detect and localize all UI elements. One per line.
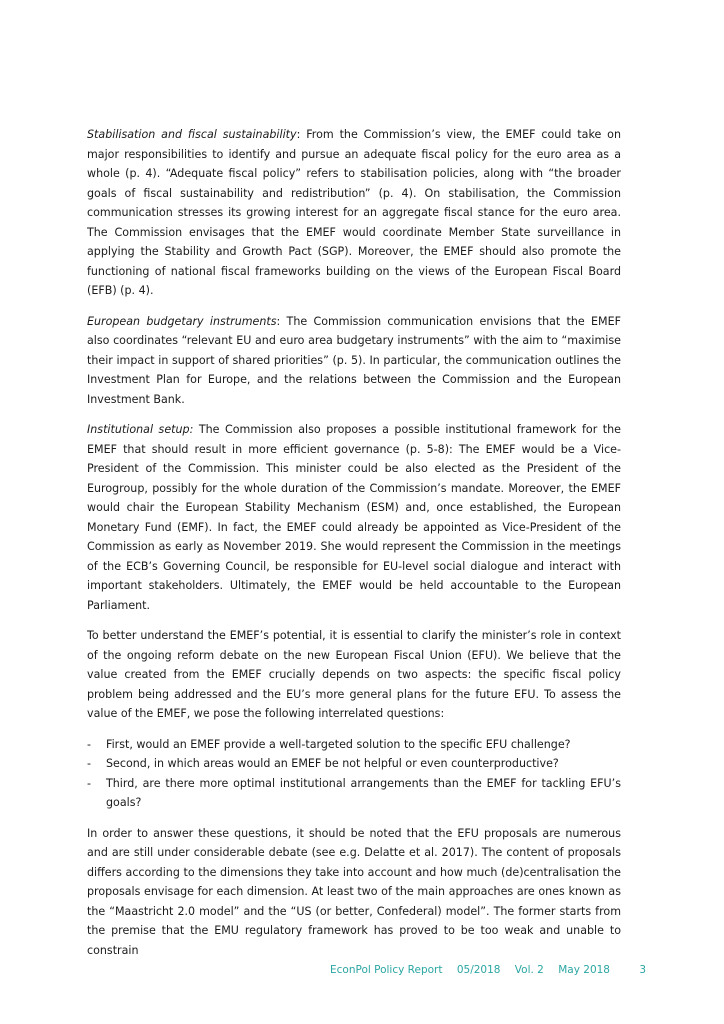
page-number: 3 — [639, 964, 647, 976]
page-footer — [330, 964, 646, 976]
footer-publication: EconPol Policy Report — [330, 964, 443, 976]
bullet-dash: - — [87, 737, 92, 751]
body-text — [87, 125, 621, 971]
question-list — [87, 735, 621, 813]
list-item — [87, 774, 621, 813]
list-item — [87, 754, 621, 774]
paragraph-lead-italic: Institutional setup: — [87, 423, 194, 436]
bullet-dash: - — [87, 757, 92, 770]
bullet-dash: - — [87, 776, 92, 790]
footer-date: May 2018 — [558, 964, 610, 976]
paragraph-lead-italic: Stabilisation and fiscal sustainability — [87, 128, 297, 141]
footer-volume: Vol. 2 — [514, 964, 544, 976]
list-item — [87, 735, 621, 755]
paragraph-institutional-setup — [87, 420, 621, 615]
list-item-text: Third, are there more optimal institutional arrangements than the EMEF for tackling EFU’s goals? — [106, 776, 621, 809]
paragraph-lead-italic: European budgetary instruments — [87, 314, 277, 328]
paragraph-text: : The Commission communication envisions that the EMEF also coordinates “relevant EU and euro area budgetary instruments” with the aim to “maximise their impact in support of shared priorities” (p. 5). In particular, the communication outlines the Investment Plan for Europe, and the relations between the Commission and the European Investment Bank. — [87, 314, 621, 406]
list-item-text: First, would an EMEF provide a well-targeted solution to the specific EFU challenge? — [106, 737, 571, 751]
paragraph-stabilisation — [87, 125, 621, 301]
paragraph-text: The Commission also proposes a possible institutional framework for the EMEF that should result in more efficient governance (p. 5-8): The EMEF would be a Vice-President of the Commission. This minister could be also elected as the President of the Eurogroup, possibly for the whole duration of the Commission’s mandate. Moreover, the EMEF would chair the European Stability Mechanism (ESM) and, once established, the European Monetary Fund (EMF). In fact, the EMEF could already be appointed as Vice-President of the Commission as early as November 2019. She would represent the Commission in the meetings of the ECB’s Governing Council, be responsible for EU-level social dialogue and interact with important stakeholders. Ultimately, the EMEF would be held accountable to the European Parliament. — [87, 423, 621, 612]
paragraph-budgetary-instruments — [87, 312, 621, 410]
list-item-text: Second, in which areas would an EMEF be not helpful or even counterproductive? — [106, 757, 559, 770]
footer-issue: 05/2018 — [456, 964, 501, 976]
paragraph-emef-potential: To better understand the EMEF’s potential, it is essential to clarify the minister’s role in context of the ongoing reform debate on the new European Fiscal Union (EFU). We believe that the value created from the EMEF crucially depends on two aspects: the specific fiscal policy problem being addressed and the EU’s more general plans for the future EFU. To assess the value of the EMEF, we pose the following interrelated questions: — [87, 629, 621, 720]
paragraph-efu-proposals: In order to answer these questions, it should be noted that the EFU proposals are numerous and are still under considerable debate (see e.g. Delatte et al. 2017). The content of proposals differs according to the dimensions they take into account and how much (de)centralisation the proposals envisage for each dimension. At least two of the main approaches are ones known as the “Maastricht 2.0 model” and the “US (or better, Confederal) model”. The former starts from the premise that the EMU regulatory framework has proved to be too weak and unable to constrain — [87, 826, 621, 957]
paragraph-text: : From the Commission’s view, the EMEF could take on major responsibilities to identify and pursue an adequate fiscal policy for the euro area as a whole (p. 4). “Adequate fiscal policy” refers to stabilisation policies, along with “the broader goals of fiscal sustainability and redistribution” (p. 4). On stabilisation, the Commission communication stresses its growing interest for an aggregate fiscal stance for the euro area. The Commission envisages that the EMEF would coordinate Member State surveillance in applying the Stability and Growth Pact (SGP). Moreover, the EMEF should also promote the functioning of national fiscal frameworks building on the views of the European Fiscal Board (EFB) (p. 4). — [87, 128, 621, 297]
